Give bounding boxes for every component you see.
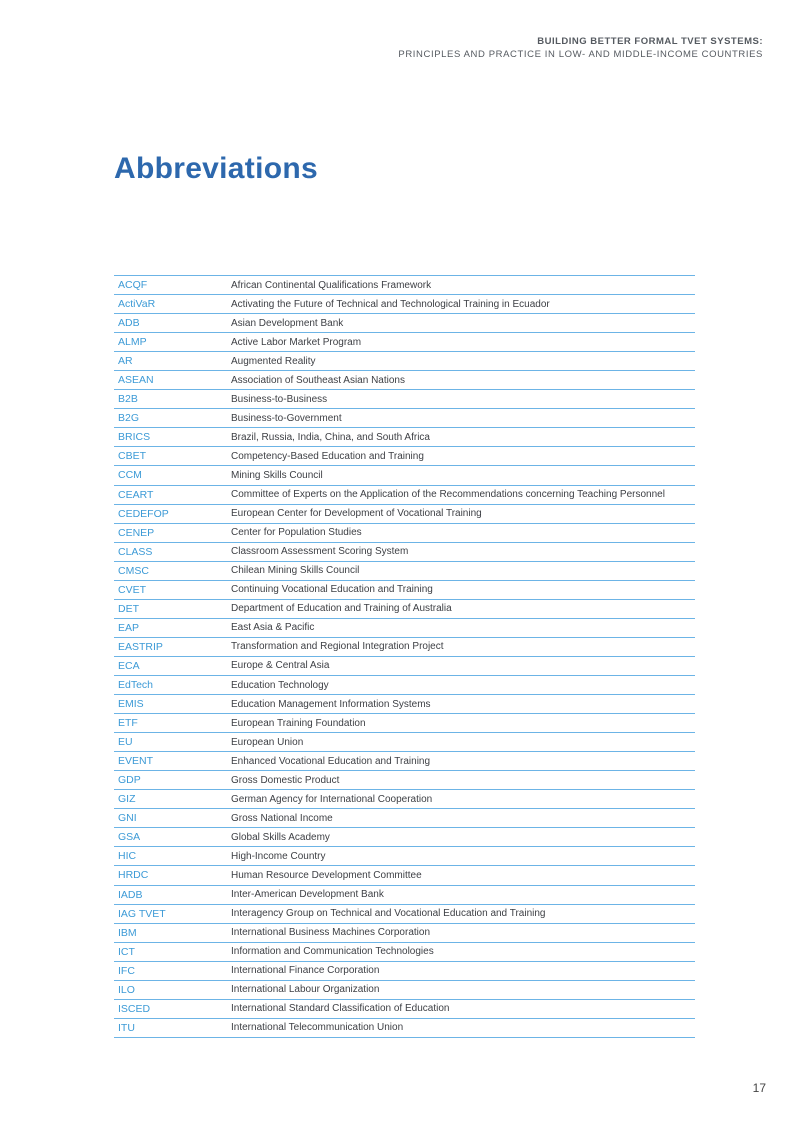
abbreviation-term: ActiVaR	[118, 298, 156, 311]
abbreviation-definition: Augmented Reality	[231, 355, 316, 367]
abbreviation-term: GIZ	[118, 793, 136, 806]
table-row	[114, 1019, 695, 1038]
table-row	[114, 809, 695, 828]
abbreviation-term: IADB	[118, 888, 143, 901]
table-row	[114, 847, 695, 866]
table-row	[114, 409, 695, 428]
abbreviation-definition: Inter-American Development Bank	[231, 889, 384, 901]
abbreviation-definition: Interagency Group on Technical and Vocational Education and Training	[231, 908, 546, 920]
abbreviation-definition: Gross Domestic Product	[231, 774, 340, 786]
abbreviation-term: ICT	[118, 945, 135, 958]
abbreviation-definition: Human Resource Development Committee	[231, 869, 422, 881]
abbreviation-term: GDP	[118, 774, 141, 787]
table-row	[114, 638, 695, 657]
table-row	[114, 924, 695, 943]
table-row	[114, 314, 695, 333]
abbreviation-definition: Enhanced Vocational Education and Training	[231, 755, 431, 767]
abbreviation-term: ISCED	[118, 1002, 151, 1015]
header-subtitle: PRINCIPLES AND PRACTICE IN LOW- AND MIDDLE-INCOME COUNTRIES	[398, 49, 763, 60]
abbreviation-term: CEDEFOP	[118, 507, 169, 520]
abbreviation-term: CCM	[118, 469, 142, 482]
running-header	[398, 35, 763, 61]
table-row	[114, 276, 695, 295]
table-row	[114, 905, 695, 924]
table-row	[114, 562, 695, 581]
abbreviation-term: AR	[118, 355, 133, 368]
abbreviation-definition: Association of Southeast Asian Nations	[231, 374, 405, 386]
abbreviation-definition: Asian Development Bank	[231, 317, 344, 329]
abbreviation-term: ITU	[118, 1021, 135, 1034]
table-row	[114, 866, 695, 885]
abbreviation-term: GSA	[118, 831, 141, 844]
abbreviation-term: GNI	[118, 812, 137, 825]
abbreviation-term: DET	[118, 602, 139, 615]
abbreviation-definition: Transformation and Regional Integration Project	[231, 641, 444, 653]
abbreviation-term: CMSC	[118, 564, 149, 577]
table-row	[114, 505, 695, 524]
abbreviation-definition: African Continental Qualifications Framework	[231, 279, 432, 291]
abbreviation-definition: Center for Population Studies	[231, 527, 362, 539]
abbreviation-term: EdTech	[118, 679, 154, 691]
abbreviation-definition: European Union	[231, 736, 304, 748]
abbreviation-definition: Business-to-Government	[231, 412, 342, 424]
table-row	[114, 390, 695, 409]
abbreviation-definition: International Labour Organization	[231, 984, 380, 996]
table-row	[114, 371, 695, 390]
abbreviation-term: HIC	[118, 850, 137, 863]
abbreviation-term: B2G	[118, 412, 140, 425]
table-row	[114, 771, 695, 790]
abbreviation-term: ETF	[118, 717, 138, 730]
table-row	[114, 447, 695, 466]
abbreviation-term: EVENT	[118, 755, 154, 768]
abbreviation-definition: Continuing Vocational Education and Training	[231, 584, 433, 596]
abbreviation-term: ECA	[118, 659, 140, 672]
table-row	[114, 657, 695, 676]
abbreviation-term: ADB	[118, 317, 140, 330]
abbreviation-definition: Europe & Central Asia	[231, 660, 330, 672]
abbreviation-definition: Active Labor Market Program	[231, 336, 362, 348]
abbreviation-definition: Committee of Experts on the Application of the Recommendations concerning Teaching Personnel	[231, 489, 665, 501]
table-row	[114, 524, 695, 543]
abbreviation-term: HRDC	[118, 869, 149, 882]
abbreviation-definition: East Asia & Pacific	[231, 622, 315, 634]
table-row	[114, 333, 695, 352]
table-row	[114, 466, 695, 485]
abbreviation-definition: International Telecommunication Union	[231, 1022, 404, 1034]
abbreviation-definition: Information and Communication Technologies	[231, 946, 434, 958]
abbreviation-term: EU	[118, 736, 133, 749]
abbreviation-definition: Competency-Based Education and Training	[231, 450, 424, 462]
table-row	[114, 733, 695, 752]
abbreviation-term: ILO	[118, 983, 135, 996]
abbreviation-definition: Global Skills Academy	[231, 831, 330, 843]
abbreviation-definition: Education Technology	[231, 679, 329, 691]
abbreviation-term: IFC	[118, 964, 135, 977]
table-row	[114, 1000, 695, 1019]
table-row	[114, 676, 695, 695]
table-row	[114, 486, 695, 505]
table-row	[114, 352, 695, 371]
abbreviation-definition: European Training Foundation	[231, 717, 366, 729]
abbreviation-definition: International Standard Classification of Education	[231, 1003, 450, 1015]
abbreviation-term: CLASS	[118, 545, 153, 558]
abbreviation-definition: European Center for Development of Vocational Training	[231, 508, 482, 520]
abbreviation-definition: Classroom Assessment Scoring System	[231, 546, 409, 558]
abbreviation-term: EASTRIP	[118, 640, 163, 653]
abbreviation-term: CENEP	[118, 526, 155, 539]
page-title: Abbreviations	[114, 152, 318, 185]
abbreviation-definition: Business-to-Business	[231, 393, 328, 405]
table-row	[114, 981, 695, 1000]
table-row	[114, 790, 695, 809]
abbreviation-definition: International Finance Corporation	[231, 965, 380, 977]
abbreviation-definition: Activating the Future of Technical and Technological Training in Ecuador	[231, 298, 550, 310]
abbreviations-table	[114, 275, 695, 1038]
abbreviation-term: IBM	[118, 926, 137, 939]
table-row	[114, 962, 695, 981]
abbreviation-definition: Education Management Information Systems	[231, 698, 431, 710]
table-row	[114, 943, 695, 962]
table-row	[114, 619, 695, 638]
table-row	[114, 600, 695, 619]
abbreviation-term: CEART	[118, 488, 154, 501]
abbreviation-term: EMIS	[118, 698, 144, 711]
abbreviation-term: ACQF	[118, 279, 148, 292]
abbreviation-term: CBET	[118, 450, 147, 463]
abbreviation-term: CVET	[118, 583, 147, 596]
abbreviation-definition: German Agency for International Cooperation	[231, 793, 433, 805]
table-row	[114, 581, 695, 600]
table-row	[114, 886, 695, 905]
abbreviation-term: ALMP	[118, 336, 147, 349]
abbreviation-definition: Chilean Mining Skills Council	[231, 565, 360, 577]
abbreviation-term: BRICS	[118, 431, 151, 444]
table-row	[114, 695, 695, 714]
table-row	[114, 752, 695, 771]
abbreviation-definition: Brazil, Russia, India, China, and South Africa	[231, 431, 430, 443]
table-row	[114, 428, 695, 447]
abbreviation-definition: Mining Skills Council	[231, 469, 323, 481]
abbreviation-definition: Department of Education and Training of Australia	[231, 603, 452, 615]
abbreviation-definition: Gross National Income	[231, 812, 333, 824]
table-row	[114, 828, 695, 847]
page-number: 17	[752, 1081, 766, 1095]
abbreviation-term: B2B	[118, 393, 138, 406]
abbreviation-term: IAG TVET	[118, 907, 166, 920]
abbreviation-definition: International Business Machines Corporation	[231, 927, 430, 939]
abbreviation-term: ASEAN	[118, 374, 154, 387]
table-row	[114, 543, 695, 562]
table-row	[114, 714, 695, 733]
abbreviation-definition: High-Income Country	[231, 850, 326, 862]
table-row	[114, 295, 695, 314]
abbreviation-term: EAP	[118, 621, 140, 634]
header-title: BUILDING BETTER FORMAL TVET SYSTEMS:	[537, 36, 763, 47]
